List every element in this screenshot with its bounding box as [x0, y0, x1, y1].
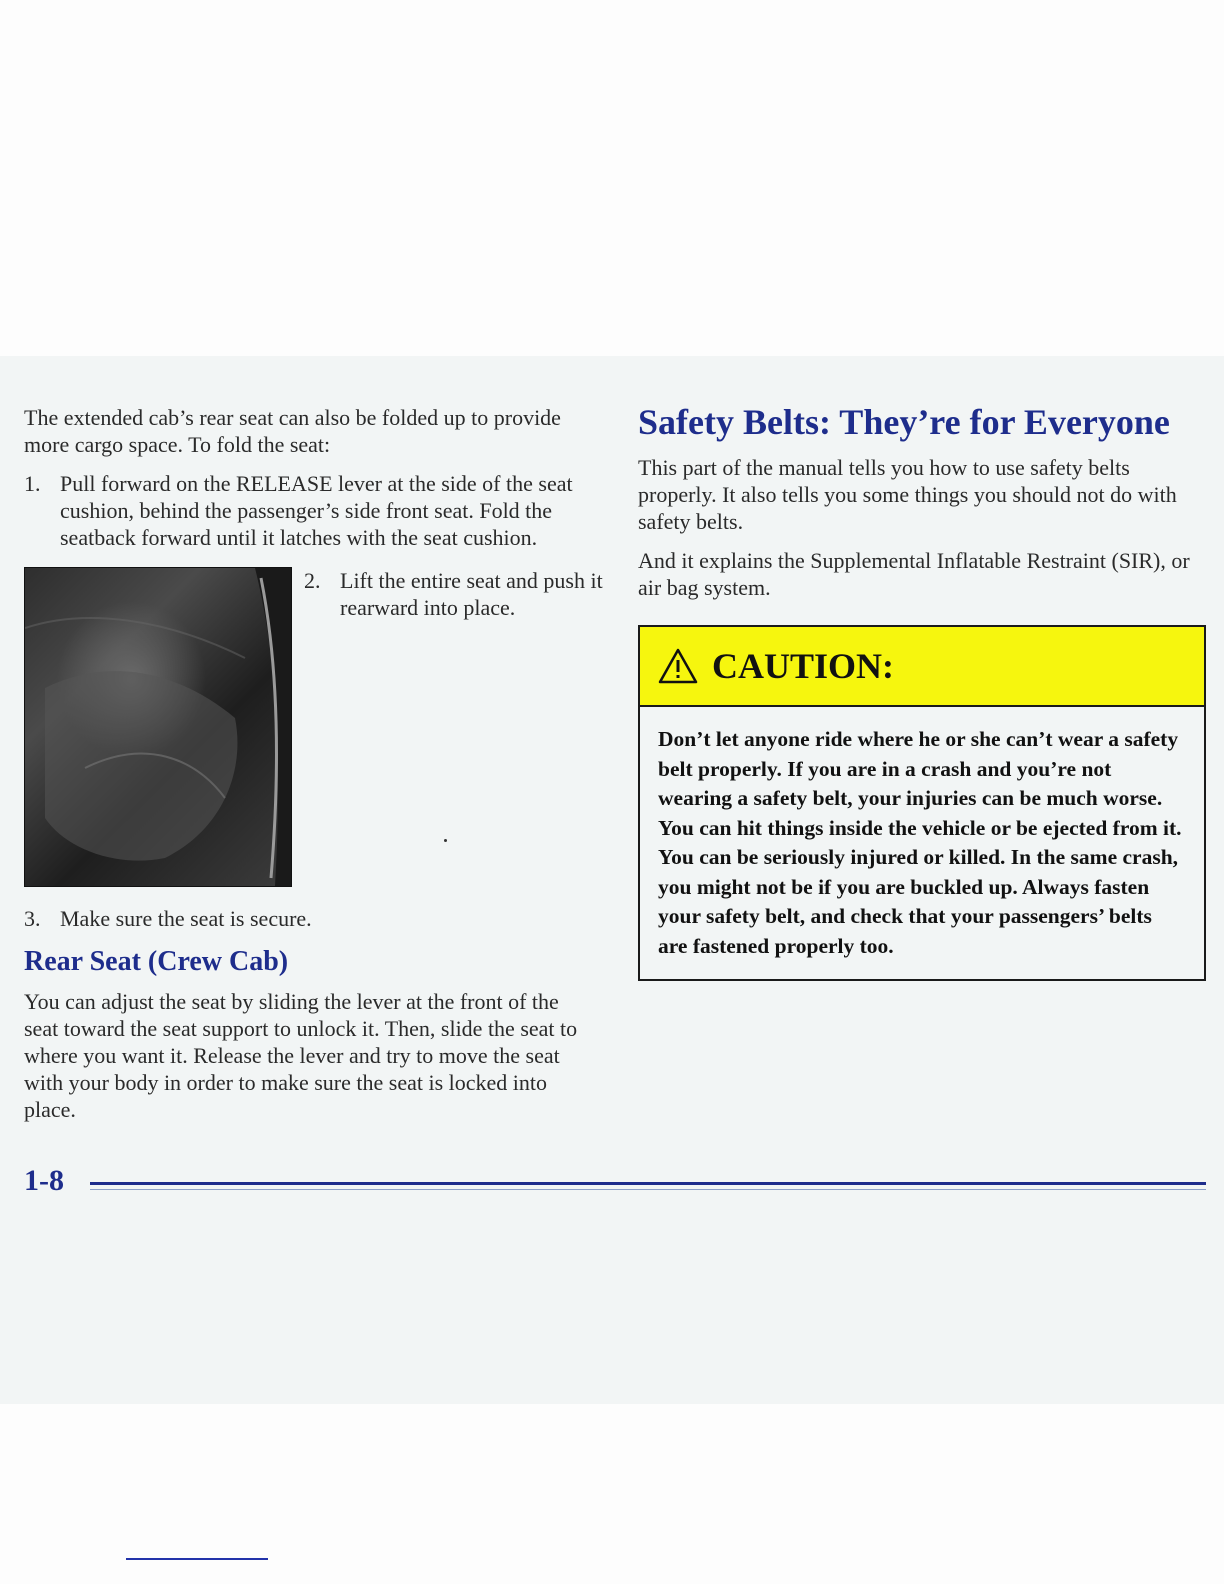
page-number: 1-8 [24, 1164, 64, 1197]
right-column [638, 400, 1208, 981]
safety-intro-paragraph: This part of the manual tells you how to use safety belts properly. It also tells you some things you should not do with safety belts. [638, 455, 1177, 534]
stray-dot [444, 839, 447, 842]
caution-title: CAUTION: [712, 646, 895, 686]
footer-rule-thin [90, 1189, 1206, 1190]
section-heading-rear-seat: Rear Seat (Crew Cab) [24, 946, 289, 977]
page-title: Safety Belts: They’re for Everyone [638, 402, 1170, 442]
manual-page [0, 356, 1224, 1404]
step-text: Make sure the seat is secure. [60, 906, 312, 931]
warning-triangle-icon [658, 648, 698, 684]
seat-illustration-icon [25, 568, 291, 886]
step-number: 3. [24, 906, 41, 931]
step-3 [24, 905, 594, 932]
step-text: Pull forward on the RELEASE lever at the side of the seat cushion, behind the passenger’s side front seat. Fold the seatback forward until it latches with the seat cushion. [60, 471, 573, 550]
photo-row [24, 567, 603, 887]
step-number: 2. [304, 568, 321, 593]
caution-text: Don’t let anyone ride where he or she can’t wear a safety belt properly. If you are in a crash and you’re not wearing a safety belt, your injuries can be much worse. You can hit things inside the vehicle or be ejected from it. You can be seriously injured or killed. In the same crash, you might not be if you are buckled up. Always fasten your safety belt, and check that your passengers’ belts are fastened properly too. [658, 727, 1182, 958]
step-number: 1. [24, 471, 41, 496]
step-1 [24, 470, 594, 551]
footer-rule [90, 1182, 1206, 1185]
caution-header [640, 627, 1204, 707]
intro-paragraph: The extended cab’s rear seat can also be folded up to provide more cargo space. To fold the seat: [24, 405, 561, 457]
caution-box [638, 625, 1206, 981]
left-column [24, 404, 603, 1123]
step-text: Lift the entire seat and push it rearward into place. [340, 568, 603, 620]
rear-seat-paragraph: You can adjust the seat by sliding the lever at the front of the seat toward the seat support to unlock it. Then, slide the seat to where you want it. Release the lever and try to move the seat with your body in order to make sure the seat is locked into place. [24, 989, 578, 1122]
rear-seat-photo [24, 567, 292, 887]
sir-paragraph: And it explains the Supplemental Inflatable Restraint (SIR), or air bag system. [638, 548, 1190, 600]
bottom-underline [126, 1558, 268, 1560]
step-2 [304, 567, 620, 621]
